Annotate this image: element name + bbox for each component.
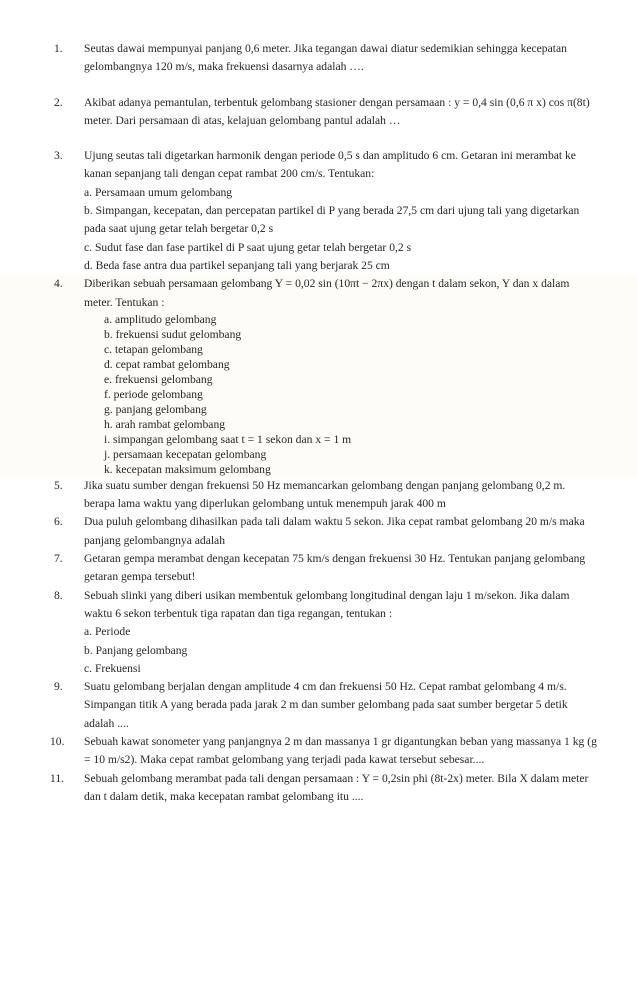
question-number: 6.: [54, 515, 63, 529]
question-text: Jika suatu sumber dengan frekuensi 50 Hz memancarkan gelombang dengan panjang gelombang 0,2 m. berapa lama waktu yang diperlukan gelombang untuk menempuh jarak 400 m: [84, 478, 566, 511]
question-text: Suatu gelombang berjalan dengan amplitude 4 cm dan frekuensi 50 Hz. Cepat rambat gelombang 4 m/s. Simpangan titik A yang berada pada jarak 2 m dan sumber gelombang pada saat sumber bergetar 5 detik adalah ....: [84, 680, 568, 730]
question-2: [0, 94, 638, 131]
question-list: [0, 40, 638, 806]
question-6: [0, 513, 638, 550]
question-10: [0, 733, 638, 770]
question-number: 4.: [54, 277, 63, 291]
sub-item: g. panjang gelombang: [104, 402, 207, 416]
question-text: Sebuah gelombang merambat pada tali dengan persamaan : Y = 0,2sin phi (8t-2x) meter. Bila X dalam meter dan t dalam detik, maka kecepatan rambat gelombang itu ....: [84, 771, 589, 803]
sub-item: i. simpangan gelombang saat t = 1 sekon dan x = 1 m: [104, 432, 352, 446]
sub-item: a. Persamaan umum gelombang: [84, 185, 233, 199]
question-7: [0, 550, 638, 587]
question-number: 8.: [54, 588, 63, 602]
sub-item: a. Periode: [84, 625, 131, 639]
question-number: 1.: [54, 42, 63, 55]
sub-item: e. frekuensi gelombang: [104, 372, 213, 386]
sub-item: b. Simpangan, kecepatan, dan percepatan partikel di P yang berada 27,5 cm dari ujung tali yang digetarkan pada saat ujung getar telah bergetar 0,2 s: [84, 204, 580, 236]
question-number: 7.: [54, 552, 63, 566]
question-number: 5.: [54, 478, 63, 492]
question-3: [0, 147, 638, 275]
sub-item: h. arah rambat gelombang: [104, 417, 226, 431]
question-text: Getaran gempa merambat dengan kecepatan 75 km/s dengan frekuensi 30 Hz. Tentukan panjang gelombang getaran gempa tersebut!: [84, 552, 586, 584]
question-text: Sebuah kawat sonometer yang panjangnya 2 m dan massanya 1 gr digantungkan beban yang massanya 1 kg (g = 10 m/s2). Maka cepat rambat gelombang yang terjadi pada kawat tersebut sebesar....: [84, 735, 597, 767]
sub-item: c. tetapan gelombang: [104, 342, 203, 356]
sub-item: k. kecepatan maksimum gelombang: [104, 462, 271, 476]
question-5: [0, 477, 638, 514]
question-number: 11.: [50, 771, 65, 785]
question-text: Akibat adanya pemantulan, terbentuk gelombang stasioner dengan persamaan : y = 0,4 sin (0,6 π x) cos π(8t) meter. Dari persamaan di atas, kelajuan gelombang pantul adalah …: [84, 95, 590, 127]
sub-item: b. Panjang gelombang: [84, 643, 188, 657]
sub-item: a. amplitudo gelombang: [104, 312, 217, 326]
sub-item: c. Frekuensi: [84, 661, 141, 675]
question-1: [0, 40, 638, 77]
question-4: [0, 275, 638, 477]
question-text: Dua puluh gelombang dihasilkan pada tali dalam waktu 5 sekon. Jika cepat rambat gelombang 20 m/s maka panjang gelombangnya adalah: [84, 515, 585, 547]
question-text: Ujung seutas tali digetarkan harmonik dengan periode 0,5 s dan amplitudo 6 cm. Getaran ini merambat ke kanan sepanjang tali dengan cepat rambat 200 cm/s. Tentukan:: [84, 149, 576, 181]
sub-item: c. Sudut fase dan fase partikel di P saat ujung getar telah bergetar 0,2 s: [84, 240, 412, 254]
question-9: [0, 678, 638, 733]
sub-item: b. frekuensi sudut gelombang: [104, 327, 242, 341]
question-11: [0, 770, 638, 807]
sub-item: f. periode gelombang: [104, 387, 203, 401]
question-number: 9.: [54, 680, 63, 694]
question-number: 2.: [54, 95, 63, 109]
question-text: Diberikan sebuah persamaan gelombang Y = 0,02 sin (10πt − 2πx) dengan t dalam sekon, Y dan x dalam meter. Tentukan :: [84, 277, 570, 309]
question-number: 10.: [50, 735, 65, 749]
sub-item: j. persamaan kecepatan gelombang: [104, 447, 267, 461]
question-text: Seutas dawai mempunyai panjang 0,6 meter. Jika tegangan dawai diatur sedemikian sehingga kecepatan gelombangnya 120 m/s, maka frekuensi dasarnya adalah ….: [84, 42, 567, 74]
question-number: 3.: [54, 149, 63, 163]
question-8: [0, 587, 638, 678]
sub-item: d. Beda fase antra dua partikel sepanjang tali yang berjarak 25 cm: [84, 258, 390, 272]
question-text: Sebuah slinki yang diberi usikan membentuk gelombang longitudinal dengan laju 1 m/sekon. Jika dalam waktu 6 sekon terbentuk tiga rapatan dan tiga regangan, tentukan :: [84, 588, 570, 620]
sub-item: d. cepat rambat gelombang: [104, 357, 230, 371]
